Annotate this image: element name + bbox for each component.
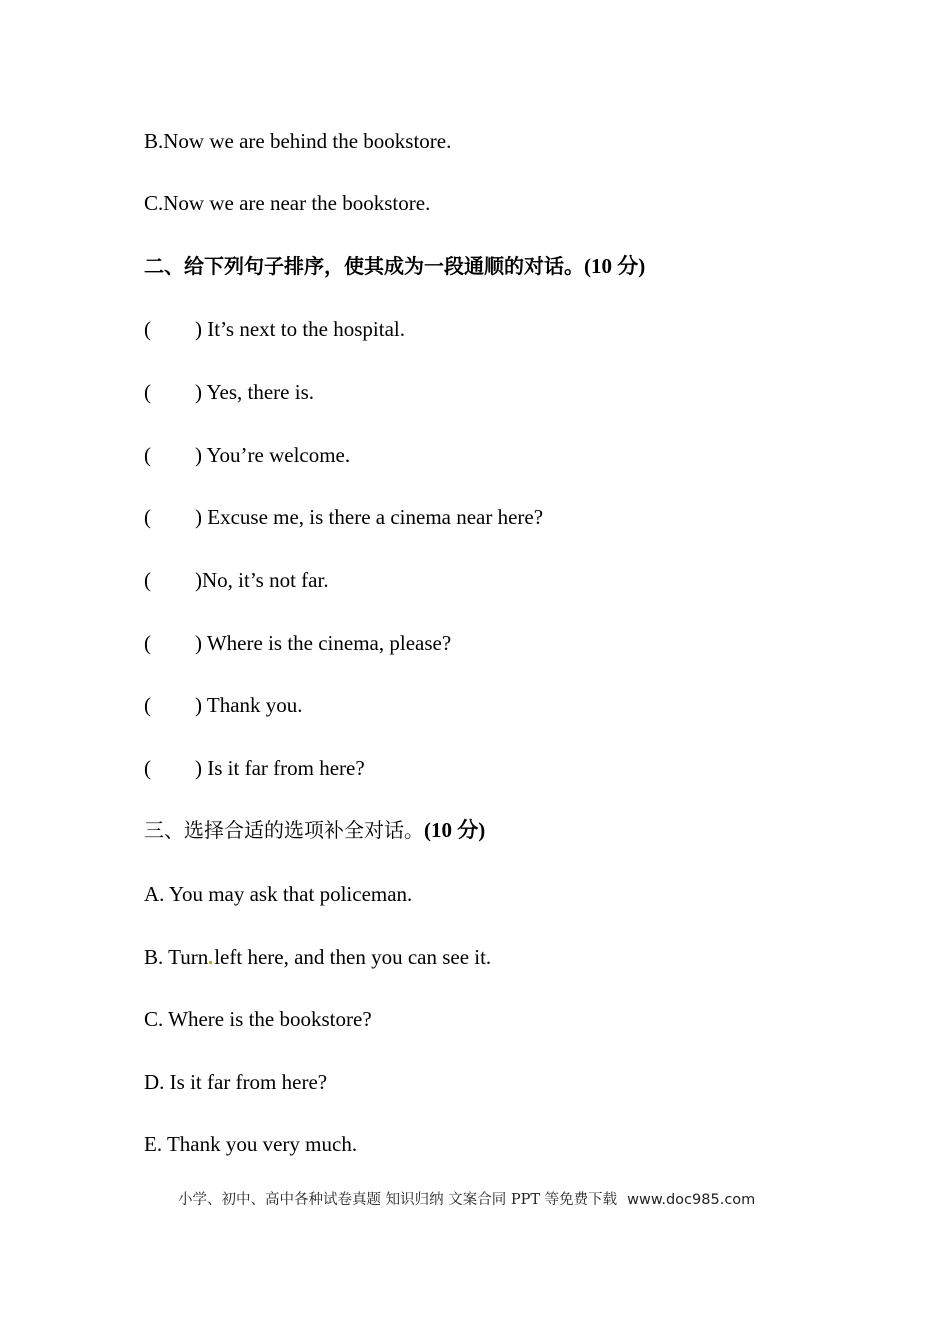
ordering-item-text: )No, it’s not far. — [195, 568, 329, 592]
ordering-item-4 — [144, 504, 543, 530]
section-2-score: (10 分) — [584, 254, 646, 278]
ordering-item-8 — [144, 755, 365, 781]
choice-c: C. Where is the bookstore? — [144, 1007, 372, 1031]
option-b-line: B.Now we are behind the bookstore. — [144, 129, 452, 153]
ordering-item-3 — [144, 442, 350, 468]
option-c-line: C.Now we are near the bookstore. — [144, 191, 431, 215]
choice-b-start: B. Turn — [144, 945, 209, 969]
open-bracket: ( — [144, 693, 151, 717]
stray-mark — [209, 961, 212, 964]
ordering-item-7 — [144, 692, 303, 718]
open-bracket: ( — [144, 505, 151, 529]
ordering-item-6 — [144, 630, 451, 656]
open-bracket: ( — [144, 568, 151, 592]
footer-website[interactable]: www.doc985.com — [627, 1192, 756, 1208]
open-bracket: ( — [144, 443, 151, 467]
choice-b-end: left here, and then you can see it. — [214, 945, 492, 969]
footer-text: 小学、初中、高中各种试卷真题 知识归纳 文案合同 PPT 等免费下载 — [178, 1192, 618, 1208]
ordering-item-text: ) Where is the cinema, please? — [195, 631, 452, 655]
section-3-heading — [144, 817, 485, 843]
open-bracket: ( — [144, 380, 151, 404]
open-bracket: ( — [144, 317, 151, 341]
choice-a: A. You may ask that policeman. — [144, 882, 413, 906]
ordering-item-5 — [144, 567, 329, 593]
ordering-item-text: ) Is it far from here? — [195, 756, 365, 780]
choice-e: E. Thank you very much. — [144, 1132, 358, 1156]
page-footer — [178, 1190, 755, 1210]
ordering-item-text: ) You’re welcome. — [195, 443, 351, 467]
ordering-item-text: ) Thank you. — [195, 693, 303, 717]
section-3-score: (10 分) — [424, 818, 486, 842]
section-3-title: 三、选择合适的选项补全对话。 — [144, 818, 424, 842]
ordering-item-text: ) Excuse me, is there a cinema near here? — [195, 505, 544, 529]
section-2-heading — [144, 253, 645, 279]
section-2-title: 二、给下列句子排序，使其成为一段通顺的对话。 — [144, 254, 584, 278]
open-bracket: ( — [144, 631, 151, 655]
choice-b — [144, 944, 491, 970]
ordering-item-1 — [144, 316, 405, 342]
ordering-item-text: ) Yes, there is. — [195, 380, 314, 404]
choice-d: D. Is it far from here? — [144, 1070, 328, 1094]
ordering-item-text: ) It’s next to the hospital. — [195, 317, 405, 341]
ordering-item-2 — [144, 379, 314, 405]
open-bracket: ( — [144, 756, 151, 780]
